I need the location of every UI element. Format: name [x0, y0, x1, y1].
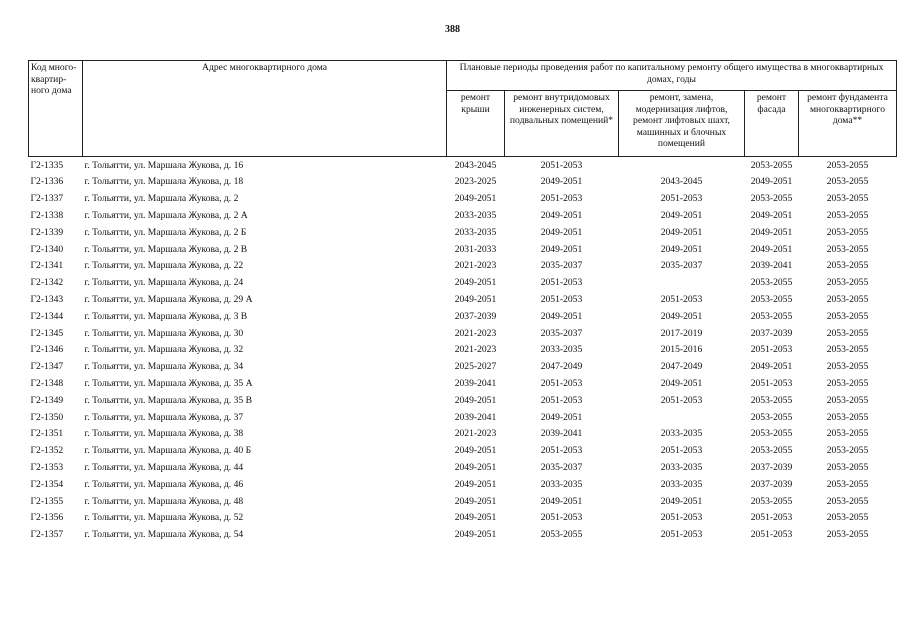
cell-facade: 2049-2051 — [750, 243, 793, 255]
cell-facade: 2049-2051 — [750, 361, 793, 373]
cell-code: Г2-1351 — [30, 428, 64, 440]
cell-engineering: 2035-2037 — [540, 327, 583, 339]
cell-roof: 2043-2045 — [454, 159, 497, 171]
cell-facade: 2053-2055 — [750, 310, 793, 322]
table-row — [29, 308, 897, 325]
cell-engineering: 2051-2053 — [540, 159, 583, 171]
cell-address: г. Тольятти, ул. Маршала Жукова, д. 22 — [84, 260, 244, 272]
cell-roof: 2049-2051 — [454, 461, 497, 473]
cell-foundation: 2053-2055 — [826, 277, 869, 289]
cell-foundation: 2053-2055 — [826, 428, 869, 440]
table-row — [29, 392, 897, 409]
cell-engineering: 2049-2051 — [540, 226, 583, 238]
cell-foundation: 2053-2055 — [826, 159, 869, 171]
cell-lifts: 2033-2035 — [660, 428, 703, 440]
header-code: Код много-квартир-ного дома — [29, 61, 83, 157]
cell-foundation: 2053-2055 — [826, 461, 869, 473]
cell-engineering: 2051-2053 — [540, 512, 583, 524]
cell-foundation: 2053-2055 — [826, 243, 869, 255]
cell-engineering: 2051-2053 — [540, 277, 583, 289]
cell-engineering: 2039-2041 — [540, 428, 583, 440]
cell-engineering: 2053-2055 — [540, 529, 583, 541]
cell-code: Г2-1357 — [30, 529, 64, 541]
cell-lifts — [619, 409, 745, 426]
cell-engineering: 2049-2051 — [540, 176, 583, 188]
cell-code: Г2-1335 — [30, 159, 64, 171]
cell-code: Г2-1340 — [30, 243, 64, 255]
cell-address: г. Тольятти, ул. Маршала Жукова, д. 2 — [84, 193, 239, 205]
cell-address: г. Тольятти, ул. Маршала Жукова, д. 32 — [84, 344, 244, 356]
cell-lifts: 2047-2049 — [660, 361, 703, 373]
cell-lifts: 2051-2053 — [660, 193, 703, 205]
cell-address: г. Тольятти, ул. Маршала Жукова, д. 2 Б — [84, 226, 247, 238]
cell-engineering: 2049-2051 — [540, 495, 583, 507]
cell-address: г. Тольятти, ул. Маршала Жукова, д. 54 — [84, 529, 244, 541]
cell-lifts: 2049-2051 — [660, 209, 703, 221]
cell-foundation: 2053-2055 — [826, 310, 869, 322]
cell-engineering: 2049-2051 — [540, 411, 583, 423]
cell-address: г. Тольятти, ул. Маршала Жукова, д. 24 — [84, 277, 244, 289]
cell-foundation: 2053-2055 — [826, 344, 869, 356]
cell-address: г. Тольятти, ул. Маршала Жукова, д. 40 Б — [84, 445, 252, 457]
cell-address: г. Тольятти, ул. Маршала Жукова, д. 29 А — [84, 293, 253, 305]
cell-lifts: 2049-2051 — [660, 310, 703, 322]
cell-roof: 2033-2035 — [454, 226, 497, 238]
cell-foundation: 2053-2055 — [826, 176, 869, 188]
cell-code: Г2-1356 — [30, 512, 64, 524]
cell-facade: 2051-2053 — [750, 512, 793, 524]
cell-lifts: 2051-2053 — [660, 293, 703, 305]
cell-roof: 2039-2041 — [454, 411, 497, 423]
cell-lifts: 2043-2045 — [660, 176, 703, 188]
cell-facade: 2037-2039 — [750, 478, 793, 490]
cell-address: г. Тольятти, ул. Маршала Жукова, д. 48 — [84, 495, 244, 507]
cell-code: Г2-1352 — [30, 445, 64, 457]
cell-engineering: 2051-2053 — [540, 377, 583, 389]
cell-foundation: 2053-2055 — [826, 445, 869, 457]
header-roof: ремонт крыши — [447, 91, 505, 157]
cell-foundation: 2053-2055 — [826, 193, 869, 205]
cell-code: Г2-1343 — [30, 293, 64, 305]
cell-facade: 2049-2051 — [750, 176, 793, 188]
cell-facade: 2053-2055 — [750, 193, 793, 205]
cell-lifts: 2049-2051 — [660, 226, 703, 238]
table-row — [29, 426, 897, 443]
header-facade: ремонт фасада — [745, 91, 799, 157]
cell-foundation: 2053-2055 — [826, 226, 869, 238]
cell-facade: 2053-2055 — [750, 445, 793, 457]
cell-foundation: 2053-2055 — [826, 361, 869, 373]
cell-roof: 2025-2027 — [454, 361, 497, 373]
cell-foundation: 2053-2055 — [826, 293, 869, 305]
cell-roof: 2049-2051 — [454, 512, 497, 524]
cell-roof: 2039-2041 — [454, 377, 497, 389]
cell-address: г. Тольятти, ул. Маршала Жукова, д. 3 В — [84, 310, 248, 322]
cell-address: г. Тольятти, ул. Маршала Жукова, д. 30 — [84, 327, 244, 339]
cell-address: г. Тольятти, ул. Маршала Жукова, д. 37 — [84, 411, 244, 423]
table-row — [29, 342, 897, 359]
cell-facade: 2053-2055 — [750, 411, 793, 423]
cell-code: Г2-1350 — [30, 411, 64, 423]
cell-foundation: 2053-2055 — [826, 377, 869, 389]
header-engineering: ремонт внутридомовых инженерных систем, подвальных помещений* — [505, 91, 619, 157]
cell-roof: 2049-2051 — [454, 193, 497, 205]
cell-address: г. Тольятти, ул. Маршала Жукова, д. 52 — [84, 512, 244, 524]
cell-lifts: 2049-2051 — [660, 243, 703, 255]
cell-facade: 2051-2053 — [750, 344, 793, 356]
table-row — [29, 241, 897, 258]
cell-address: г. Тольятти, ул. Маршала Жукова, д. 2 А — [84, 209, 248, 221]
cell-code: Г2-1345 — [30, 327, 64, 339]
table-row — [29, 510, 897, 527]
cell-lifts: 2051-2053 — [660, 445, 703, 457]
cell-code: Г2-1354 — [30, 478, 64, 490]
cell-code: Г2-1348 — [30, 377, 64, 389]
cell-roof: 2049-2051 — [454, 293, 497, 305]
repair-schedule-table — [28, 60, 897, 543]
cell-facade: 2049-2051 — [750, 226, 793, 238]
cell-engineering: 2051-2053 — [540, 293, 583, 305]
cell-roof: 2049-2051 — [454, 394, 497, 406]
table-row — [29, 409, 897, 426]
cell-code: Г2-1338 — [30, 209, 64, 221]
table-row — [29, 258, 897, 275]
cell-facade: 2053-2055 — [750, 277, 793, 289]
cell-lifts: 2051-2053 — [660, 512, 703, 524]
cell-roof: 2049-2051 — [454, 445, 497, 457]
cell-lifts: 2033-2035 — [660, 478, 703, 490]
cell-roof: 2033-2035 — [454, 209, 497, 221]
cell-address: г. Тольятти, ул. Маршала Жукова, д. 16 — [84, 159, 244, 171]
table-header — [29, 61, 897, 157]
cell-address: г. Тольятти, ул. Маршала Жукова, д. 38 — [84, 428, 244, 440]
cell-facade: 2053-2055 — [750, 428, 793, 440]
cell-facade: 2039-2041 — [750, 260, 793, 272]
cell-facade: 2053-2055 — [750, 495, 793, 507]
cell-lifts: 2049-2051 — [660, 495, 703, 507]
table-row — [29, 174, 897, 191]
cell-engineering: 2049-2051 — [540, 209, 583, 221]
cell-lifts: 2017-2019 — [660, 327, 703, 339]
table-row — [29, 291, 897, 308]
cell-code: Г2-1339 — [30, 226, 64, 238]
cell-foundation: 2053-2055 — [826, 260, 869, 272]
header-address: Адрес многоквартирного дома — [83, 61, 447, 157]
cell-lifts: 2049-2051 — [660, 377, 703, 389]
cell-code: Г2-1336 — [30, 176, 64, 188]
cell-facade: 2037-2039 — [750, 461, 793, 473]
cell-engineering: 2033-2035 — [540, 478, 583, 490]
cell-code: Г2-1342 — [30, 277, 64, 289]
cell-address: г. Тольятти, ул. Маршала Жукова, д. 35 А — [84, 377, 253, 389]
table-row — [29, 527, 897, 544]
header-foundation: ремонт фундамента многоквартирного дома** — [799, 91, 897, 157]
cell-roof: 2021-2023 — [454, 260, 497, 272]
header-lifts: ремонт, замена, модернизация лифтов, ремонт лифтовых шахт, машинных и блочных помещений — [619, 91, 745, 157]
table-row — [29, 359, 897, 376]
cell-facade: 2053-2055 — [750, 394, 793, 406]
cell-roof: 2021-2023 — [454, 327, 497, 339]
cell-lifts — [619, 157, 745, 174]
table-body — [29, 157, 897, 544]
cell-engineering: 2049-2051 — [540, 243, 583, 255]
cell-roof: 2049-2051 — [454, 529, 497, 541]
table-row — [29, 443, 897, 460]
cell-facade: 2051-2053 — [750, 529, 793, 541]
table-row — [29, 375, 897, 392]
cell-roof: 2023-2025 — [454, 176, 497, 188]
cell-engineering: 2051-2053 — [540, 193, 583, 205]
cell-roof: 2049-2051 — [454, 478, 497, 490]
cell-foundation: 2053-2055 — [826, 529, 869, 541]
cell-engineering: 2047-2049 — [540, 361, 583, 373]
cell-facade: 2053-2055 — [750, 159, 793, 171]
cell-lifts: 2035-2037 — [660, 260, 703, 272]
table-row — [29, 493, 897, 510]
cell-code: Г2-1337 — [30, 193, 64, 205]
table-row — [29, 191, 897, 208]
cell-address: г. Тольятти, ул. Маршала Жукова, д. 35 В — [84, 394, 252, 406]
header-periods: Плановые периоды проведения работ по капитальному ремонту общего имущества в многоквартирных домах, годы — [447, 61, 897, 91]
cell-foundation: 2053-2055 — [826, 512, 869, 524]
cell-roof: 2037-2039 — [454, 310, 497, 322]
cell-address: г. Тольятти, ул. Маршала Жукова, д. 44 — [84, 461, 244, 473]
table-row — [29, 224, 897, 241]
cell-engineering: 2051-2053 — [540, 394, 583, 406]
cell-lifts: 2015-2016 — [660, 344, 703, 356]
page-number: 388 — [445, 24, 460, 35]
cell-address: г. Тольятти, ул. Маршала Жукова, д. 34 — [84, 361, 244, 373]
cell-roof: 2031-2033 — [454, 243, 497, 255]
cell-roof: 2049-2051 — [454, 495, 497, 507]
cell-lifts: 2051-2053 — [660, 394, 703, 406]
cell-code: Г2-1349 — [30, 394, 64, 406]
cell-facade: 2037-2039 — [750, 327, 793, 339]
cell-facade: 2049-2051 — [750, 209, 793, 221]
cell-foundation: 2053-2055 — [826, 478, 869, 490]
cell-address: г. Тольятти, ул. Маршала Жукова, д. 18 — [84, 176, 244, 188]
cell-lifts — [619, 275, 745, 292]
cell-address: г. Тольятти, ул. Маршала Жукова, д. 2 В — [84, 243, 248, 255]
cell-address: г. Тольятти, ул. Маршала Жукова, д. 46 — [84, 478, 244, 490]
cell-foundation: 2053-2055 — [826, 327, 869, 339]
cell-foundation: 2053-2055 — [826, 394, 869, 406]
cell-code: Г2-1353 — [30, 461, 64, 473]
cell-lifts: 2033-2035 — [660, 461, 703, 473]
cell-code: Г2-1346 — [30, 344, 64, 356]
cell-roof: 2021-2023 — [454, 428, 497, 440]
cell-engineering: 2035-2037 — [540, 260, 583, 272]
cell-foundation: 2053-2055 — [826, 209, 869, 221]
cell-engineering: 2049-2051 — [540, 310, 583, 322]
cell-foundation: 2053-2055 — [826, 495, 869, 507]
cell-roof: 2021-2023 — [454, 344, 497, 356]
cell-lifts: 2051-2053 — [660, 529, 703, 541]
table-row — [29, 325, 897, 342]
table-row — [29, 459, 897, 476]
cell-facade: 2051-2053 — [750, 377, 793, 389]
cell-code: Г2-1355 — [30, 495, 64, 507]
table-row — [29, 157, 897, 174]
cell-facade: 2053-2055 — [750, 293, 793, 305]
cell-foundation: 2053-2055 — [826, 411, 869, 423]
cell-engineering: 2035-2037 — [540, 461, 583, 473]
cell-engineering: 2051-2053 — [540, 445, 583, 457]
table-row — [29, 476, 897, 493]
table-row — [29, 275, 897, 292]
table-row — [29, 207, 897, 224]
cell-code: Г2-1341 — [30, 260, 64, 272]
cell-roof: 2049-2051 — [454, 277, 497, 289]
cell-code: Г2-1347 — [30, 361, 64, 373]
cell-code: Г2-1344 — [30, 310, 64, 322]
cell-engineering: 2033-2035 — [540, 344, 583, 356]
